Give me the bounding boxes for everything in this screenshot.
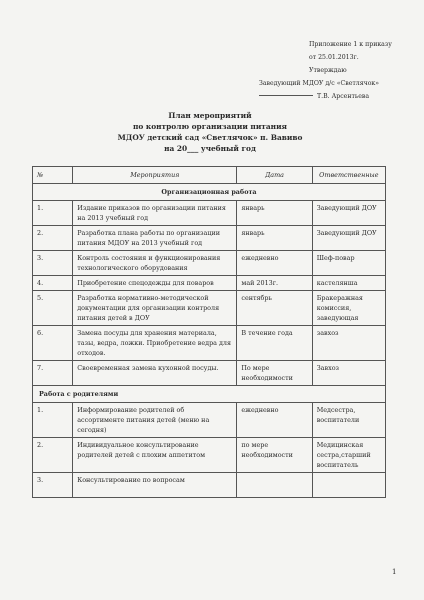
col-header-event: Мероприятия (73, 167, 237, 184)
approve-label: Утверждаю (309, 67, 347, 74)
table-row (33, 361, 386, 386)
table-row (33, 291, 386, 326)
row-date: В течение года (237, 326, 312, 361)
head-name: Т.В. Арсентьева (317, 93, 370, 100)
row-num: 1. (33, 201, 73, 226)
title-line-2: по контролю организации питания (132, 122, 288, 131)
table-row (33, 438, 386, 473)
row-responsible: завхоз (312, 326, 385, 361)
row-num: 1. (33, 403, 73, 438)
row-num: 7. (33, 361, 73, 386)
table-header-row (33, 167, 386, 184)
row-event: Индивидуальное консультирование родителей детей с плохим аппетитом (73, 438, 237, 473)
row-num: 6. (33, 326, 73, 361)
row-responsible (312, 473, 385, 498)
title-line-3: МДОУ детский сад «Светлячок» п. Вавиво (117, 133, 303, 142)
row-event: Издание приказов по организации питания на 2013 учебный год (73, 201, 237, 226)
row-responsible: Бракеражная комиссия, заведующая (312, 291, 385, 326)
row-responsible: Заведующий ДОУ (312, 201, 385, 226)
row-responsible: Шеф-повар (312, 251, 385, 276)
row-responsible: Медсестра, воспитатели (312, 403, 385, 438)
row-date: ежедневно (237, 251, 312, 276)
row-date: ежедневно (237, 403, 312, 438)
row-event: Консультирование по вопросам (73, 473, 237, 498)
row-responsible: кастелянша (312, 276, 385, 291)
row-date: сентябрь (237, 291, 312, 326)
row-event: Информирование родителей об ассортименте питания детей (меню на сегодня) (73, 403, 237, 438)
col-header-num: № (33, 167, 73, 184)
section-row-parents (33, 386, 386, 403)
row-date: май 2013г. (237, 276, 312, 291)
order-date: от 25.01.2013г. (309, 54, 359, 61)
table-row (33, 276, 386, 291)
table-row (33, 226, 386, 251)
section-title: Работа с родителями (33, 386, 386, 403)
col-header-date: Дата (237, 167, 312, 184)
table-row (33, 326, 386, 361)
table-row (33, 473, 386, 498)
page-number: 1 (392, 568, 397, 576)
row-event: Контроль состояния и функционирования технологического оборудования (73, 251, 237, 276)
table-row (33, 403, 386, 438)
order-appendix-label: Приложение 1 к приказу (309, 41, 392, 48)
section-row-organizational (33, 184, 386, 201)
signature-underline (259, 95, 313, 96)
section-title: Организационная работа (33, 184, 386, 201)
row-event: Разработка нормативно-методической документации для организации контроля питания детей в ДОУ (73, 291, 237, 326)
row-responsible: Завхоз (312, 361, 385, 386)
row-responsible: Заведующий ДОУ (312, 226, 385, 251)
row-num: 3. (33, 251, 73, 276)
head-position: Заведующий МДОУ д/с «Светлячок» (259, 80, 380, 87)
col-header-responsible: Ответственные (312, 167, 385, 184)
plan-table (32, 166, 386, 498)
row-num: 2. (33, 438, 73, 473)
table-row (33, 251, 386, 276)
row-event: Разработка плана работы по организации питания МДОУ на 2013 учебный год (73, 226, 237, 251)
row-num: 3. (33, 473, 73, 498)
row-event: Своевременная замена кухонной посуды. (73, 361, 237, 386)
row-date: по мере необходимости (237, 438, 312, 473)
row-num: 2. (33, 226, 73, 251)
document-title (60, 110, 360, 154)
row-event: Приобретение спецодежды для поваров (73, 276, 237, 291)
row-event: Замена посуды для хранения материала, тазы, ведра, ложки. Приобретение ведра для отходов. (73, 326, 237, 361)
row-num: 5. (33, 291, 73, 326)
table-row (33, 201, 386, 226)
row-date: январь (237, 226, 312, 251)
signature-line (255, 90, 415, 103)
row-date: По мере необходимости (237, 361, 312, 386)
row-date (237, 473, 312, 498)
row-date: январь (237, 201, 312, 226)
row-num: 4. (33, 276, 73, 291)
title-line-1: План мероприятий (168, 111, 252, 120)
approval-block (255, 38, 415, 103)
row-responsible: Медицинская сестра,старший воспитатель (312, 438, 385, 473)
title-line-4: на 20___ учебный год (164, 144, 256, 153)
